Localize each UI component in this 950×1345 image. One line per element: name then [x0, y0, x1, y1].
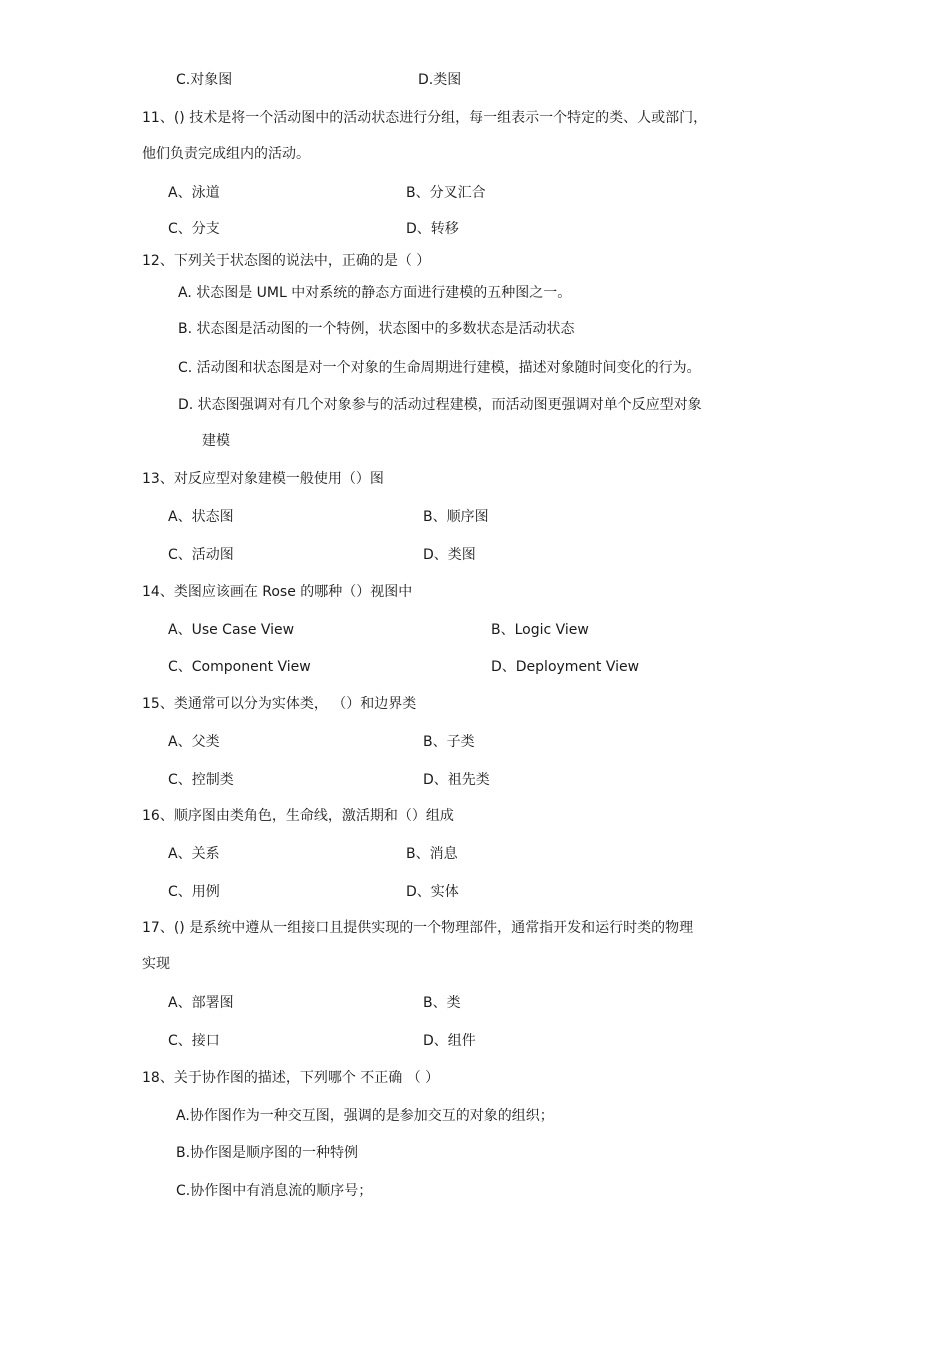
question-12-option-d-cont: 建模: [202, 433, 230, 449]
question-12-option-b: B. 状态图是活动图的一个特例，状态图中的多数状态是活动状态: [178, 321, 575, 337]
question-13-option-b: B、顺序图: [423, 509, 489, 525]
question-13-option-d: D、类图: [423, 547, 476, 563]
question-12-option-d: D. 状态图强调对有几个对象参与的活动过程建模，而活动图更强调对单个反应型对象: [178, 397, 702, 413]
question-14-option-d: D、Deployment View: [491, 659, 640, 675]
question-14-option-a: A、Use Case View: [168, 622, 295, 638]
question-15-option-c: C、控制类: [168, 772, 234, 788]
question-13-option-c: C、活动图: [168, 547, 234, 563]
question-17-option-c: C、接口: [168, 1033, 220, 1049]
question-17-option-b: B、类: [423, 995, 461, 1011]
question-18-option-c: C.协作图中有消息流的顺序号；: [176, 1183, 373, 1199]
question-18-option-b: B.协作图是顺序图的一种特例: [176, 1145, 359, 1161]
question-16-option-a: A、关系: [168, 846, 220, 862]
option-d: D.类图: [418, 72, 462, 88]
question-11-option-b: B、分叉汇合: [406, 185, 486, 201]
question-13-stem: 13、对反应型对象建模一般使用（）图: [142, 471, 384, 487]
question-15-stem: 15、类通常可以分为实体类， （）和边界类: [142, 696, 417, 712]
question-18-option-a: A.协作图作为一种交互图，强调的是参加交互的对象的组织；: [176, 1108, 554, 1124]
question-11-option-d: D、转移: [406, 221, 459, 237]
question-17-stem-cont: 实现: [142, 956, 170, 972]
question-14-option-b: B、Logic View: [491, 622, 589, 638]
question-15-option-b: B、子类: [423, 734, 475, 750]
question-11-option-c: C、分支: [168, 221, 220, 237]
question-17-option-d: D、组件: [423, 1033, 476, 1049]
question-16-option-b: B、消息: [406, 846, 458, 862]
question-12-stem: 12、下列关于状态图的说法中，正确的是（ ）: [142, 253, 431, 269]
question-16-option-d: D、实体: [406, 884, 459, 900]
question-11-stem: 11、() 技术是将一个活动图中的活动状态进行分组，每一组表示一个特定的类、人或部门，: [142, 110, 708, 126]
question-17-stem: 17、() 是系统中遵从一组接口且提供实现的一个物理部件，通常指开发和运行时类的物理: [142, 920, 694, 936]
question-16-stem: 16、顺序图由类角色，生命线，激活期和（）组成: [142, 808, 454, 824]
question-12-option-a: A. 状态图是 UML 中对系统的静态方面进行建模的五种图之一。: [178, 285, 572, 301]
question-14-option-c: C、Component View: [168, 659, 311, 675]
question-14-stem: 14、类图应该画在 Rose 的哪种（）视图中: [142, 584, 413, 600]
question-12-option-c: C. 活动图和状态图是对一个对象的生命周期进行建模，描述对象随时间变化的行为。: [178, 360, 701, 376]
question-13-option-a: A、状态图: [168, 509, 234, 525]
option-c: C.对象图: [176, 72, 233, 88]
question-18-stem: 18、关于协作图的描述，下列哪个 不正确 （ ）: [142, 1070, 440, 1086]
question-16-option-c: C、用例: [168, 884, 220, 900]
question-15-option-a: A、父类: [168, 734, 220, 750]
question-17-option-a: A、部署图: [168, 995, 234, 1011]
question-15-option-d: D、祖先类: [423, 772, 490, 788]
question-11-stem-cont: 他们负责完成组内的活动。: [142, 146, 310, 162]
question-11-option-a: A、泳道: [168, 185, 220, 201]
